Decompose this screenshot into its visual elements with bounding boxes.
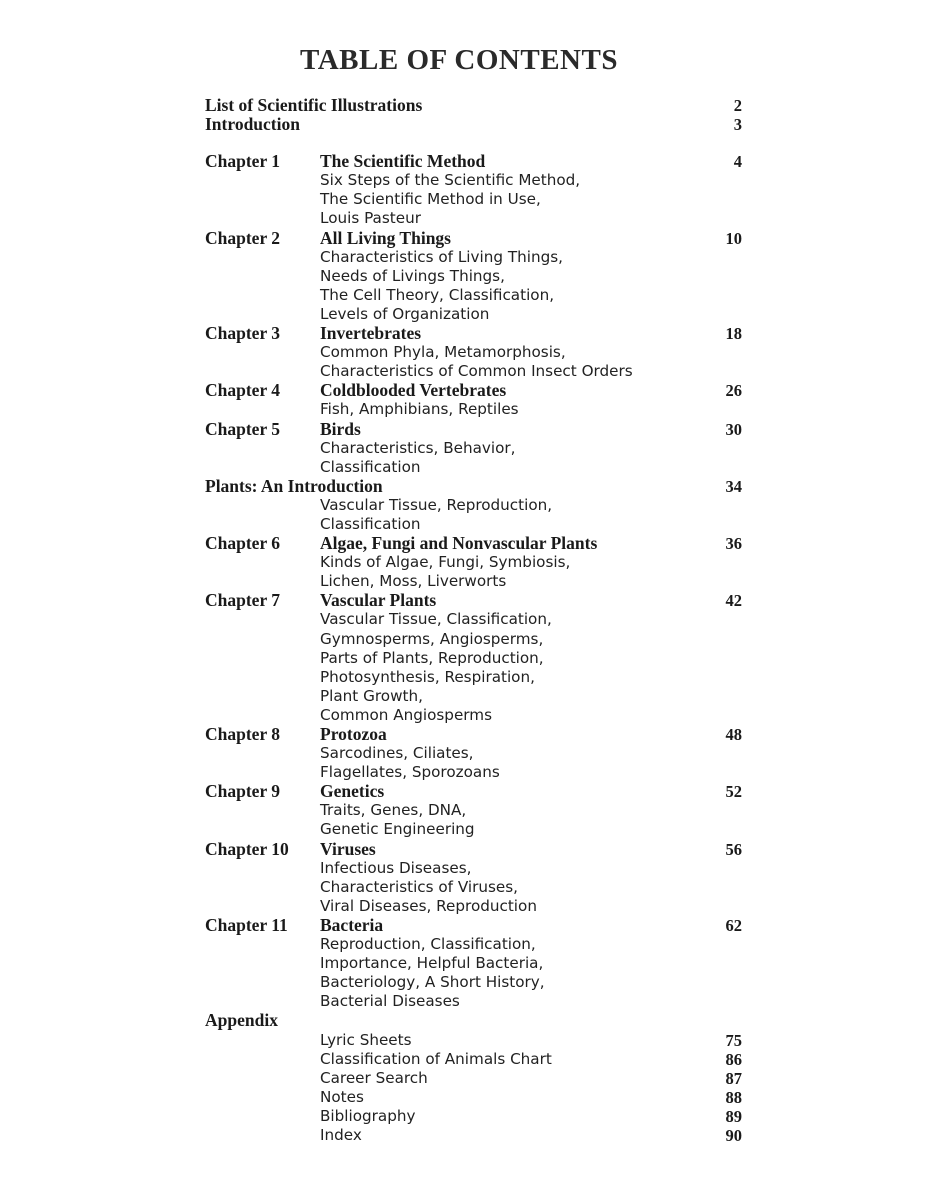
section-label: Plants: An Introduction bbox=[205, 475, 383, 496]
toc-row bbox=[0, 724, 937, 743]
toc-row bbox=[0, 399, 937, 418]
page-number: 30 bbox=[725, 419, 742, 439]
topic-text: Classification of Animals Chart bbox=[320, 1049, 552, 1068]
toc-row bbox=[0, 609, 937, 628]
page-number: 62 bbox=[725, 915, 742, 935]
page-number: 2 bbox=[733, 96, 742, 115]
page-number: 18 bbox=[725, 324, 742, 344]
topic-text: Flagellates, Sporozoans bbox=[320, 763, 500, 782]
topic-text: Levels of Organization bbox=[320, 304, 490, 323]
chapter-label: Chapter 11 bbox=[205, 914, 288, 935]
topic-text: Index bbox=[320, 1125, 362, 1144]
topic-text: Bibliography bbox=[320, 1106, 416, 1125]
toc-row bbox=[0, 705, 937, 724]
section-label: Introduction bbox=[205, 114, 300, 135]
toc-row bbox=[0, 1125, 937, 1144]
topic-text: Characteristics of Living Things, bbox=[320, 247, 563, 266]
topic-text: Characteristics of Common Insect Orders bbox=[320, 362, 633, 381]
toc-row bbox=[0, 667, 937, 686]
toc-row bbox=[0, 189, 937, 208]
toc-row bbox=[0, 686, 937, 705]
topic-text: Notes bbox=[320, 1087, 364, 1106]
toc-row bbox=[0, 896, 937, 915]
toc-row bbox=[0, 304, 937, 323]
chapter-title: Invertebrates bbox=[320, 323, 422, 344]
chapter-title: Viruses bbox=[320, 838, 376, 859]
toc-row bbox=[0, 533, 937, 552]
toc-row bbox=[0, 457, 937, 476]
toc-row bbox=[0, 342, 937, 361]
page-number: 89 bbox=[725, 1106, 742, 1126]
toc-row bbox=[0, 762, 937, 781]
chapter-title: Bacteria bbox=[320, 914, 384, 935]
chapter-label: Chapter 1 bbox=[205, 151, 281, 172]
toc-row bbox=[0, 648, 937, 667]
page-title: TABLE OF CONTENTS bbox=[300, 44, 618, 76]
page-number: 88 bbox=[725, 1087, 742, 1107]
page-number: 48 bbox=[725, 725, 742, 744]
toc-row bbox=[0, 1049, 937, 1068]
toc-row bbox=[0, 1106, 937, 1125]
chapter-label: Chapter 3 bbox=[205, 323, 281, 344]
chapter-title: Protozoa bbox=[320, 724, 387, 744]
topic-text: Career Search bbox=[320, 1068, 428, 1087]
chapter-label: Chapter 6 bbox=[205, 533, 281, 554]
toc-row bbox=[0, 877, 937, 896]
page-number: 3 bbox=[733, 115, 742, 135]
toc-row bbox=[0, 1087, 937, 1106]
toc-row bbox=[0, 781, 937, 800]
toc-row bbox=[0, 438, 937, 457]
topic-text: Common Phyla, Metamorphosis, bbox=[320, 343, 566, 362]
spacer bbox=[0, 133, 937, 151]
topic-text: Genetic Engineering bbox=[320, 820, 475, 839]
toc-row bbox=[0, 476, 937, 495]
toc-row bbox=[0, 629, 937, 648]
toc-row bbox=[0, 972, 937, 991]
page-number: 52 bbox=[725, 782, 742, 802]
topic-text: Common Angiosperms bbox=[320, 705, 492, 724]
chapter-title: Vascular Plants bbox=[320, 590, 437, 611]
page-number: 34 bbox=[725, 476, 742, 496]
topic-text: Viral Diseases, Reproduction bbox=[320, 896, 537, 915]
topic-text: Importance, Helpful Bacteria, bbox=[320, 954, 544, 973]
toc-row bbox=[0, 495, 937, 514]
toc-row bbox=[0, 552, 937, 571]
toc-row bbox=[0, 915, 937, 934]
toc-row bbox=[0, 991, 937, 1010]
chapter-label: Chapter 5 bbox=[205, 418, 281, 439]
page-number: 87 bbox=[725, 1068, 742, 1088]
chapter-label: Chapter 7 bbox=[205, 590, 281, 611]
chapter-title: Birds bbox=[320, 418, 361, 439]
topic-text: Characteristics, Behavior, bbox=[320, 438, 516, 457]
page-number: 75 bbox=[725, 1030, 742, 1050]
toc-row bbox=[0, 114, 937, 133]
topic-text: Traits, Genes, DNA, bbox=[320, 801, 467, 820]
section-label: Appendix bbox=[205, 1010, 278, 1031]
page-number: 90 bbox=[725, 1125, 742, 1145]
chapter-title: Coldblooded Vertebrates bbox=[320, 380, 507, 401]
topic-text: Reproduction, Classification, bbox=[320, 935, 536, 954]
toc-row bbox=[0, 819, 937, 838]
toc-row bbox=[0, 419, 937, 438]
topic-text: The Cell Theory, Classification, bbox=[320, 285, 555, 304]
toc-row bbox=[0, 953, 937, 972]
toc-row bbox=[0, 285, 937, 304]
toc-row bbox=[0, 266, 937, 285]
topic-text: Louis Pasteur bbox=[320, 209, 421, 228]
topic-text: Lichen, Moss, Liverworts bbox=[320, 572, 507, 591]
toc-row bbox=[0, 380, 937, 399]
toc-row bbox=[0, 590, 937, 609]
chapter-label: Chapter 10 bbox=[205, 838, 289, 859]
toc-row bbox=[0, 95, 937, 114]
toc-row bbox=[0, 228, 937, 247]
topic-text: Characteristics of Viruses, bbox=[320, 877, 518, 896]
toc-row bbox=[0, 858, 937, 877]
toc-row bbox=[0, 839, 937, 858]
toc-row bbox=[0, 208, 937, 227]
toc-row bbox=[0, 247, 937, 266]
toc-row bbox=[0, 800, 937, 819]
chapter-title: The Scientific Method bbox=[320, 151, 486, 172]
chapter-title: Genetics bbox=[320, 781, 385, 802]
chapter-title: Algae, Fungi and Nonvascular Plants bbox=[320, 533, 598, 554]
chapter-label: Chapter 4 bbox=[205, 380, 281, 401]
page-number: 56 bbox=[725, 839, 742, 859]
page-number: 10 bbox=[725, 228, 742, 248]
topic-text: Plant Growth, bbox=[320, 686, 423, 705]
topic-text: Classification bbox=[320, 457, 421, 476]
topic-text: Sarcodines, Ciliates, bbox=[320, 744, 474, 763]
section-label: List of Scientific Illustrations bbox=[205, 95, 423, 115]
topic-text: Bacteriology, A Short History, bbox=[320, 973, 545, 992]
topic-text: Bacterial Diseases bbox=[320, 992, 460, 1011]
topic-text: Lyric Sheets bbox=[320, 1030, 412, 1049]
toc-row bbox=[0, 1068, 937, 1087]
toc-row bbox=[0, 1030, 937, 1049]
topic-text: Infectious Diseases, bbox=[320, 858, 472, 877]
toc-row bbox=[0, 323, 937, 342]
topic-text: Vascular Tissue, Reproduction, bbox=[320, 495, 553, 514]
topic-text: The Scientific Method in Use, bbox=[320, 190, 541, 209]
toc-row bbox=[0, 361, 937, 380]
chapter-label: Chapter 8 bbox=[205, 724, 281, 744]
page-number: 86 bbox=[725, 1049, 742, 1069]
toc-row bbox=[0, 934, 937, 953]
toc-row bbox=[0, 571, 937, 590]
toc-row bbox=[0, 151, 937, 170]
chapter-title: All Living Things bbox=[320, 227, 451, 248]
toc-row bbox=[0, 170, 937, 189]
page-number: 26 bbox=[725, 381, 742, 401]
toc-list bbox=[0, 95, 937, 1144]
toc-row bbox=[0, 743, 937, 762]
topic-text: Gymnosperms, Angiosperms, bbox=[320, 629, 544, 648]
toc-row bbox=[0, 1010, 937, 1029]
topic-text: Kinds of Algae, Fungi, Symbiosis, bbox=[320, 553, 571, 572]
topic-text: Classification bbox=[320, 514, 421, 533]
topic-text: Needs of Livings Things, bbox=[320, 266, 505, 285]
topic-text: Photosynthesis, Respiration, bbox=[320, 667, 535, 686]
page-number: 4 bbox=[733, 152, 742, 172]
page-number: 42 bbox=[725, 591, 742, 611]
chapter-label: Chapter 2 bbox=[205, 227, 281, 248]
toc-row bbox=[0, 514, 937, 533]
topic-text: Six Steps of the Scientific Method, bbox=[320, 171, 581, 190]
topic-text: Vascular Tissue, Classification, bbox=[320, 610, 552, 629]
chapter-label: Chapter 9 bbox=[205, 781, 281, 802]
topic-text: Parts of Plants, Reproduction, bbox=[320, 648, 544, 667]
page-number: 36 bbox=[725, 534, 742, 554]
topic-text: Fish, Amphibians, Reptiles bbox=[320, 400, 519, 419]
